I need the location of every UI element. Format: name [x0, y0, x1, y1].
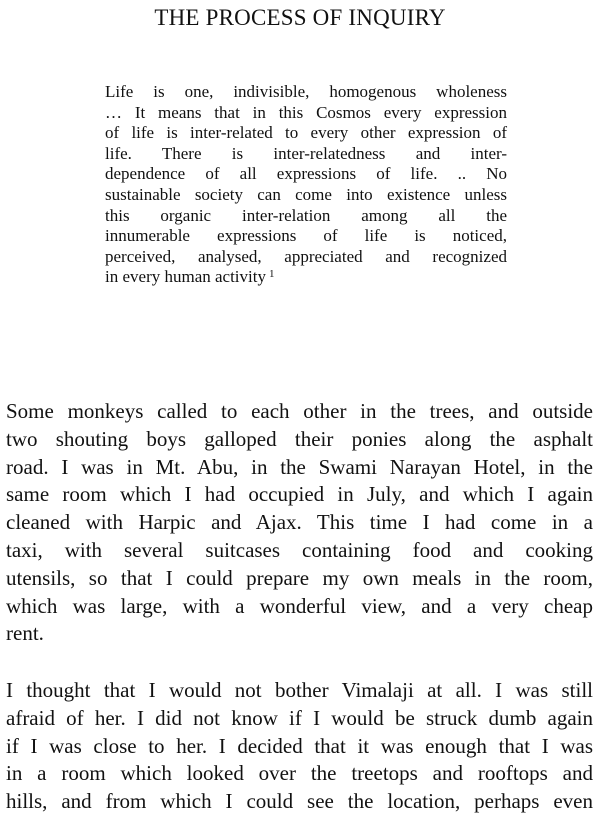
footnote-marker: 1 — [268, 268, 275, 281]
body-line: if I was close to her. I decided that it was enough that I was — [6, 733, 593, 758]
body-line: I thought that I would not bother Vimalaji at all. I was still — [6, 678, 593, 702]
body-line: in a room which looked over the treetops and rooftops and — [6, 761, 593, 786]
epigraph-line: … It means that in this Cosmos every expression — [105, 102, 507, 122]
epigraph-line-text: in every human activity — [105, 267, 266, 287]
body-line: hills, and from which I could see the location, perhaps even — [6, 789, 593, 814]
epigraph-line: of life is inter-related to every other expression of — [105, 123, 507, 143]
body-line: same room which I had occupied in July, and which I again — [6, 482, 593, 507]
epigraph-line: sustainable society can come into existence unless — [105, 184, 507, 204]
body-line: rent. — [6, 621, 44, 646]
body-line: two shouting boys galloped their ponies along the asphalt — [6, 426, 593, 451]
body-line: taxi, with several suitcases containing food and cooking — [6, 537, 593, 562]
body-line: Some monkeys called to each other in the trees, and outside — [6, 399, 593, 423]
epigraph-line: innumerable expressions of life is noticed, — [105, 226, 507, 246]
page-title: THE PROCESS OF INQUIRY — [154, 5, 446, 30]
body-paragraph-1 — [6, 398, 593, 648]
epigraph-line: Life is one, indivisible, homogenous wholeness — [105, 82, 507, 101]
epigraph-quote — [105, 82, 507, 288]
body-paragraph-2 — [6, 677, 593, 816]
epigraph-line: this organic inter-relation among all the — [105, 205, 507, 225]
epigraph-line: life. There is inter-relatedness and inter- — [105, 143, 507, 163]
body-line: utensils, so that I could prepare my own meals in the room, — [6, 565, 593, 590]
body-line: which was large, with a wonderful view, and a very cheap — [6, 593, 593, 618]
body-line: cleaned with Harpic and Ajax. This time I had come in a — [6, 510, 593, 535]
epigraph-line: dependence of all expressions of life. .. No — [105, 164, 507, 184]
body-line: afraid of her. I did not know if I would be struck dumb again — [6, 705, 593, 730]
epigraph-line: perceived, analysed, appreciated and recognized — [105, 246, 507, 266]
epigraph-line-last — [105, 267, 507, 288]
body-line: road. I was in Mt. Abu, in the Swami Narayan Hotel, in the — [6, 454, 593, 479]
